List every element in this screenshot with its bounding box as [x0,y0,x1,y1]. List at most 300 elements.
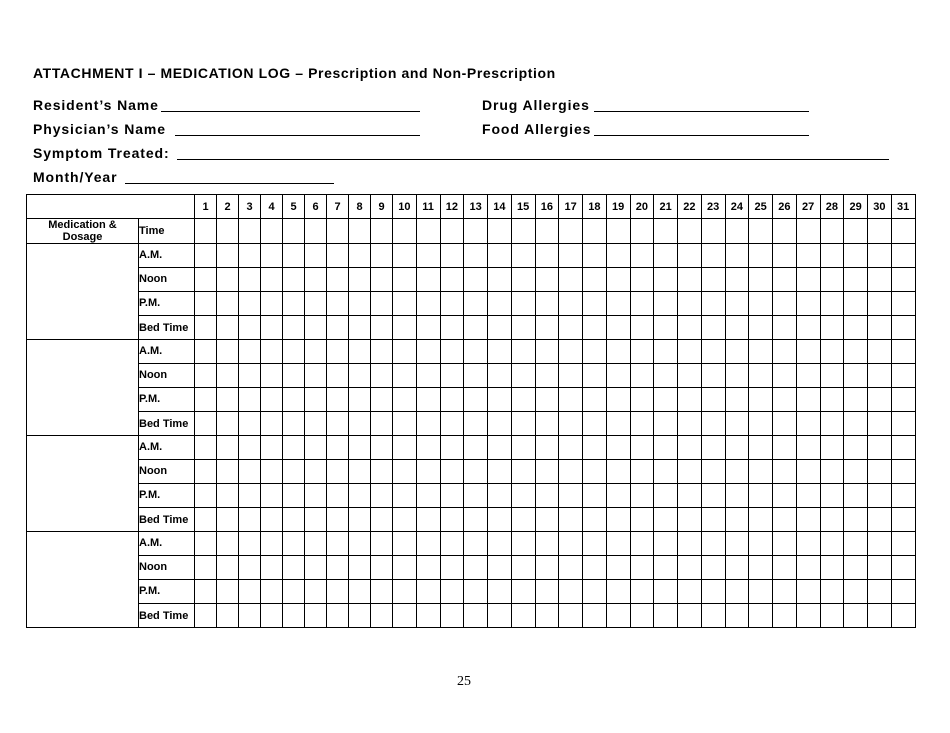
dose-cell[interactable] [701,460,725,484]
dose-cell[interactable] [559,340,583,364]
dose-cell[interactable] [844,508,868,532]
dose-cell[interactable] [488,484,512,508]
dose-cell[interactable] [305,532,327,556]
medication-dosage-cell[interactable] [27,436,139,532]
dose-cell[interactable] [630,460,654,484]
dose-cell[interactable] [393,340,417,364]
dose-cell[interactable] [464,580,488,604]
dose-cell[interactable] [749,364,773,388]
dose-cell[interactable] [327,532,349,556]
dose-cell[interactable] [820,532,844,556]
dose-cell[interactable] [371,388,393,412]
dose-cell[interactable] [678,268,702,292]
dose-cell[interactable] [239,219,261,244]
dose-cell[interactable] [349,460,371,484]
dose-cell[interactable] [283,436,305,460]
dose-cell[interactable] [511,580,535,604]
dose-cell[interactable] [261,219,283,244]
dose-cell[interactable] [195,604,217,628]
month-year-field[interactable] [125,183,334,184]
dose-cell[interactable] [440,219,464,244]
dose-cell[interactable] [349,484,371,508]
dose-cell[interactable] [559,580,583,604]
dose-cell[interactable] [583,484,607,508]
dose-cell[interactable] [820,604,844,628]
dose-cell[interactable] [488,219,512,244]
dose-cell[interactable] [725,292,749,316]
dose-cell[interactable] [464,556,488,580]
dose-cell[interactable] [678,580,702,604]
dose-cell[interactable] [796,484,820,508]
dose-cell[interactable] [891,268,915,292]
dose-cell[interactable] [891,532,915,556]
dose-cell[interactable] [488,508,512,532]
medication-dosage-cell[interactable] [27,340,139,436]
dose-cell[interactable] [749,556,773,580]
dose-cell[interactable] [678,364,702,388]
dose-cell[interactable] [606,340,630,364]
dose-cell[interactable] [416,556,440,580]
dose-cell[interactable] [535,364,559,388]
dose-cell[interactable] [305,484,327,508]
dose-cell[interactable] [773,484,797,508]
dose-cell[interactable] [606,292,630,316]
dose-cell[interactable] [195,580,217,604]
dose-cell[interactable] [654,532,678,556]
dose-cell[interactable] [283,460,305,484]
dose-cell[interactable] [511,460,535,484]
dose-cell[interactable] [261,364,283,388]
dose-cell[interactable] [559,268,583,292]
dose-cell[interactable] [440,508,464,532]
dose-cell[interactable] [678,436,702,460]
dose-cell[interactable] [440,532,464,556]
dose-cell[interactable] [305,292,327,316]
dose-cell[interactable] [749,604,773,628]
dose-cell[interactable] [820,484,844,508]
dose-cell[interactable] [559,412,583,436]
dose-cell[interactable] [261,508,283,532]
dose-cell[interactable] [371,364,393,388]
dose-cell[interactable] [606,532,630,556]
dose-cell[interactable] [305,268,327,292]
dose-cell[interactable] [654,484,678,508]
dose-cell[interactable] [239,292,261,316]
dose-cell[interactable] [559,292,583,316]
dose-cell[interactable] [217,340,239,364]
dose-cell[interactable] [796,532,820,556]
dose-cell[interactable] [393,580,417,604]
dose-cell[interactable] [239,532,261,556]
dose-cell[interactable] [701,508,725,532]
dose-cell[interactable] [559,219,583,244]
dose-cell[interactable] [440,268,464,292]
dose-cell[interactable] [535,388,559,412]
dose-cell[interactable] [283,316,305,340]
dose-cell[interactable] [261,412,283,436]
dose-cell[interactable] [868,364,892,388]
dose-cell[interactable] [773,604,797,628]
dose-cell[interactable] [701,604,725,628]
dose-cell[interactable] [725,244,749,268]
dose-cell[interactable] [195,532,217,556]
dose-cell[interactable] [217,532,239,556]
dose-cell[interactable] [630,436,654,460]
dose-cell[interactable] [488,604,512,628]
dose-cell[interactable] [630,484,654,508]
dose-cell[interactable] [678,604,702,628]
dose-cell[interactable] [488,340,512,364]
dose-cell[interactable] [725,484,749,508]
dose-cell[interactable] [393,604,417,628]
dose-cell[interactable] [868,412,892,436]
dose-cell[interactable] [773,532,797,556]
dose-cell[interactable] [511,340,535,364]
dose-cell[interactable] [630,604,654,628]
dose-cell[interactable] [701,556,725,580]
dose-cell[interactable] [630,364,654,388]
dose-cell[interactable] [773,316,797,340]
dose-cell[interactable] [868,292,892,316]
dose-cell[interactable] [283,412,305,436]
dose-cell[interactable] [488,268,512,292]
dose-cell[interactable] [583,436,607,460]
dose-cell[interactable] [195,460,217,484]
dose-cell[interactable] [195,244,217,268]
dose-cell[interactable] [393,364,417,388]
dose-cell[interactable] [283,388,305,412]
dose-cell[interactable] [796,364,820,388]
dose-cell[interactable] [488,292,512,316]
dose-cell[interactable] [535,412,559,436]
dose-cell[interactable] [239,364,261,388]
dose-cell[interactable] [559,508,583,532]
dose-cell[interactable] [749,508,773,532]
dose-cell[interactable] [891,412,915,436]
dose-cell[interactable] [239,412,261,436]
dose-cell[interactable] [464,388,488,412]
dose-cell[interactable] [891,556,915,580]
dose-cell[interactable] [371,412,393,436]
dose-cell[interactable] [195,316,217,340]
dose-cell[interactable] [371,556,393,580]
dose-cell[interactable] [749,388,773,412]
dose-cell[interactable] [796,388,820,412]
dose-cell[interactable] [440,484,464,508]
dose-cell[interactable] [583,556,607,580]
dose-cell[interactable] [654,364,678,388]
dose-cell[interactable] [678,508,702,532]
dose-cell[interactable] [868,460,892,484]
dose-cell[interactable] [796,508,820,532]
dose-cell[interactable] [796,316,820,340]
dose-cell[interactable] [349,219,371,244]
dose-cell[interactable] [725,580,749,604]
dose-cell[interactable] [535,460,559,484]
dose-cell[interactable] [891,460,915,484]
dose-cell[interactable] [654,340,678,364]
dose-cell[interactable] [416,436,440,460]
dose-cell[interactable] [820,268,844,292]
dose-cell[interactable] [195,219,217,244]
dose-cell[interactable] [283,532,305,556]
dose-cell[interactable] [327,436,349,460]
dose-cell[interactable] [440,316,464,340]
dose-cell[interactable] [678,244,702,268]
dose-cell[interactable] [327,604,349,628]
dose-cell[interactable] [239,244,261,268]
dose-cell[interactable] [511,292,535,316]
dose-cell[interactable] [283,508,305,532]
dose-cell[interactable] [844,292,868,316]
dose-cell[interactable] [416,364,440,388]
dose-cell[interactable] [261,268,283,292]
dose-cell[interactable] [630,340,654,364]
dose-cell[interactable] [440,244,464,268]
dose-cell[interactable] [511,268,535,292]
dose-cell[interactable] [349,580,371,604]
dose-cell[interactable] [701,412,725,436]
dose-cell[interactable] [583,412,607,436]
dose-cell[interactable] [464,316,488,340]
dose-cell[interactable] [393,219,417,244]
dose-cell[interactable] [535,340,559,364]
dose-cell[interactable] [371,316,393,340]
dose-cell[interactable] [725,508,749,532]
dose-cell[interactable] [416,604,440,628]
dose-cell[interactable] [283,219,305,244]
dose-cell[interactable] [844,388,868,412]
dose-cell[interactable] [820,412,844,436]
dose-cell[interactable] [630,532,654,556]
dose-cell[interactable] [349,556,371,580]
dose-cell[interactable] [464,484,488,508]
dose-cell[interactable] [868,508,892,532]
dose-cell[interactable] [606,316,630,340]
dose-cell[interactable] [820,388,844,412]
dose-cell[interactable] [239,388,261,412]
dose-cell[interactable] [239,316,261,340]
resident-name-field[interactable] [161,111,420,112]
dose-cell[interactable] [796,436,820,460]
dose-cell[interactable] [891,340,915,364]
dose-cell[interactable] [327,412,349,436]
dose-cell[interactable] [195,556,217,580]
dose-cell[interactable] [749,340,773,364]
dose-cell[interactable] [511,436,535,460]
dose-cell[interactable] [393,292,417,316]
dose-cell[interactable] [261,292,283,316]
dose-cell[interactable] [349,412,371,436]
dose-cell[interactable] [820,436,844,460]
dose-cell[interactable] [583,292,607,316]
dose-cell[interactable] [844,268,868,292]
dose-cell[interactable] [261,556,283,580]
dose-cell[interactable] [283,292,305,316]
dose-cell[interactable] [371,268,393,292]
dose-cell[interactable] [606,244,630,268]
dose-cell[interactable] [891,244,915,268]
dose-cell[interactable] [796,268,820,292]
dose-cell[interactable] [217,364,239,388]
dose-cell[interactable] [488,412,512,436]
dose-cell[interactable] [868,219,892,244]
dose-cell[interactable] [349,340,371,364]
dose-cell[interactable] [488,436,512,460]
dose-cell[interactable] [440,604,464,628]
dose-cell[interactable] [725,364,749,388]
dose-cell[interactable] [868,388,892,412]
dose-cell[interactable] [654,508,678,532]
dose-cell[interactable] [630,316,654,340]
dose-cell[interactable] [393,532,417,556]
dose-cell[interactable] [701,244,725,268]
dose-cell[interactable] [891,508,915,532]
drug-allergies-field[interactable] [594,111,809,112]
dose-cell[interactable] [868,484,892,508]
dose-cell[interactable] [440,388,464,412]
dose-cell[interactable] [606,388,630,412]
dose-cell[interactable] [535,316,559,340]
dose-cell[interactable] [606,268,630,292]
dose-cell[interactable] [371,244,393,268]
dose-cell[interactable] [464,364,488,388]
dose-cell[interactable] [559,604,583,628]
dose-cell[interactable] [239,460,261,484]
dose-cell[interactable] [654,412,678,436]
dose-cell[interactable] [725,532,749,556]
dose-cell[interactable] [725,219,749,244]
dose-cell[interactable] [725,460,749,484]
dose-cell[interactable] [261,532,283,556]
dose-cell[interactable] [654,316,678,340]
dose-cell[interactable] [535,556,559,580]
dose-cell[interactable] [217,268,239,292]
dose-cell[interactable] [844,436,868,460]
dose-cell[interactable] [559,532,583,556]
dose-cell[interactable] [678,484,702,508]
dose-cell[interactable] [371,532,393,556]
dose-cell[interactable] [630,292,654,316]
dose-cell[interactable] [239,580,261,604]
dose-cell[interactable] [305,580,327,604]
dose-cell[interactable] [749,436,773,460]
dose-cell[interactable] [488,580,512,604]
dose-cell[interactable] [868,436,892,460]
dose-cell[interactable] [349,388,371,412]
dose-cell[interactable] [796,219,820,244]
dose-cell[interactable] [701,316,725,340]
dose-cell[interactable] [606,580,630,604]
dose-cell[interactable] [416,580,440,604]
dose-cell[interactable] [820,580,844,604]
dose-cell[interactable] [654,244,678,268]
dose-cell[interactable] [464,219,488,244]
dose-cell[interactable] [217,484,239,508]
dose-cell[interactable] [678,556,702,580]
dose-cell[interactable] [535,508,559,532]
dose-cell[interactable] [195,364,217,388]
dose-cell[interactable] [844,244,868,268]
dose-cell[interactable] [511,316,535,340]
dose-cell[interactable] [749,580,773,604]
dose-cell[interactable] [606,556,630,580]
dose-cell[interactable] [844,219,868,244]
dose-cell[interactable] [327,556,349,580]
dose-cell[interactable] [217,460,239,484]
dose-cell[interactable] [630,412,654,436]
dose-cell[interactable] [654,556,678,580]
dose-cell[interactable] [349,244,371,268]
dose-cell[interactable] [773,556,797,580]
dose-cell[interactable] [371,340,393,364]
dose-cell[interactable] [305,244,327,268]
dose-cell[interactable] [511,388,535,412]
dose-cell[interactable] [283,364,305,388]
dose-cell[interactable] [749,316,773,340]
dose-cell[interactable] [891,484,915,508]
dose-cell[interactable] [725,268,749,292]
food-allergies-field[interactable] [594,135,809,136]
dose-cell[interactable] [371,508,393,532]
dose-cell[interactable] [630,268,654,292]
dose-cell[interactable] [349,604,371,628]
dose-cell[interactable] [464,460,488,484]
dose-cell[interactable] [891,292,915,316]
dose-cell[interactable] [583,364,607,388]
dose-cell[interactable] [606,364,630,388]
dose-cell[interactable] [195,436,217,460]
dose-cell[interactable] [440,460,464,484]
dose-cell[interactable] [749,484,773,508]
dose-cell[interactable] [559,556,583,580]
dose-cell[interactable] [239,556,261,580]
dose-cell[interactable] [327,364,349,388]
dose-cell[interactable] [630,508,654,532]
dose-cell[interactable] [606,484,630,508]
dose-cell[interactable] [217,508,239,532]
dose-cell[interactable] [844,532,868,556]
dose-cell[interactable] [773,364,797,388]
dose-cell[interactable] [488,460,512,484]
dose-cell[interactable] [327,508,349,532]
dose-cell[interactable] [261,460,283,484]
dose-cell[interactable] [535,532,559,556]
dose-cell[interactable] [371,604,393,628]
dose-cell[interactable] [327,316,349,340]
dose-cell[interactable] [678,412,702,436]
dose-cell[interactable] [535,292,559,316]
dose-cell[interactable] [371,460,393,484]
dose-cell[interactable] [371,436,393,460]
dose-cell[interactable] [701,580,725,604]
dose-cell[interactable] [488,364,512,388]
dose-cell[interactable] [678,219,702,244]
dose-cell[interactable] [305,316,327,340]
dose-cell[interactable] [678,292,702,316]
dose-cell[interactable] [511,508,535,532]
dose-cell[interactable] [305,219,327,244]
dose-cell[interactable] [535,604,559,628]
dose-cell[interactable] [195,340,217,364]
dose-cell[interactable] [305,604,327,628]
dose-cell[interactable] [488,388,512,412]
dose-cell[interactable] [559,436,583,460]
symptom-treated-field[interactable] [177,159,889,160]
dose-cell[interactable] [217,316,239,340]
dose-cell[interactable] [773,268,797,292]
dose-cell[interactable] [701,292,725,316]
